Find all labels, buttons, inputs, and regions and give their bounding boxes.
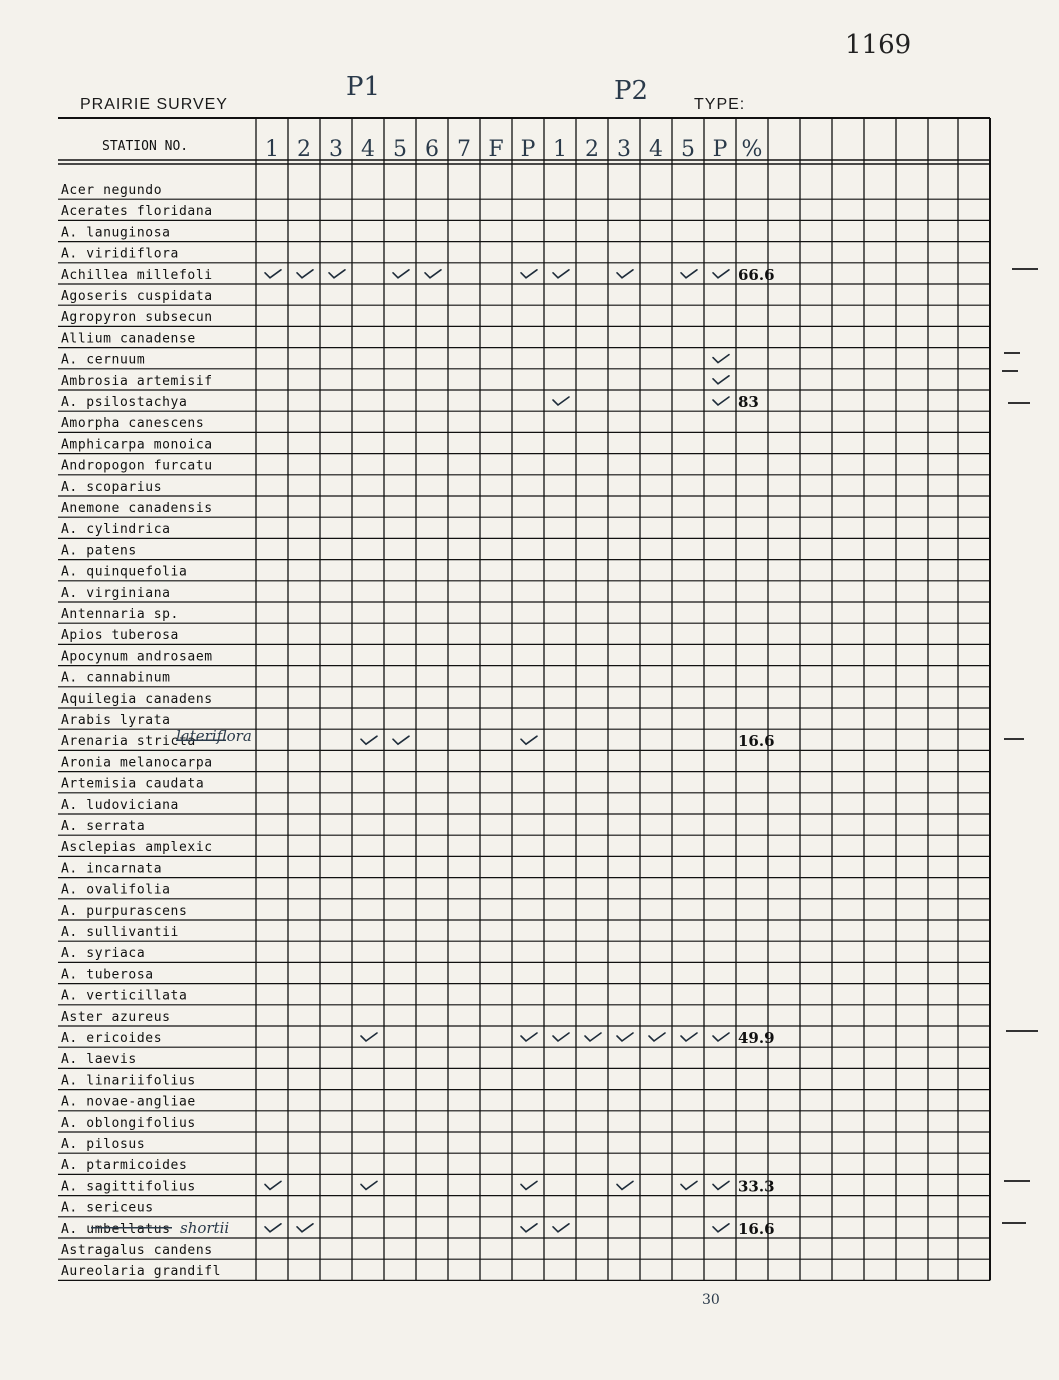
percent-value: 33.3 xyxy=(738,1177,775,1196)
species-name: A. cannabinum xyxy=(61,670,171,686)
species-name: A. pilosus xyxy=(61,1137,146,1152)
species-name: Aronia melanocarpa xyxy=(61,755,213,771)
column-header: 7 xyxy=(457,137,471,162)
species-name: Agropyron subsecun xyxy=(61,310,213,326)
check-mark xyxy=(617,270,633,278)
column-header: 6 xyxy=(425,137,439,162)
species-name: Artemisia caudata xyxy=(61,776,205,792)
check-mark xyxy=(713,376,729,384)
margin-mark xyxy=(1004,738,1024,740)
species-name: Andropogon furcatu xyxy=(61,458,213,474)
check-mark xyxy=(713,270,729,278)
species-name: Apocynum androsaem xyxy=(61,649,213,665)
species-name: A. sagittifolius xyxy=(61,1179,196,1195)
p2-label: P2 xyxy=(614,76,649,106)
margin-mark xyxy=(1004,1180,1030,1182)
check-mark xyxy=(585,1033,601,1041)
species-name: A. ericoides xyxy=(61,1031,163,1046)
check-mark xyxy=(425,270,441,278)
check-mark xyxy=(681,1033,697,1041)
check-mark xyxy=(713,355,729,363)
check-mark xyxy=(361,1181,377,1189)
species-name: Apios tuberosa xyxy=(61,628,179,644)
percent-value: 49.9 xyxy=(738,1029,775,1047)
check-mark xyxy=(265,1224,281,1232)
check-mark xyxy=(521,1033,537,1041)
check-mark xyxy=(361,1033,377,1041)
species-name: A. viridiflora xyxy=(61,246,179,262)
column-header: 3 xyxy=(617,137,631,162)
species-name: A. psilostachya xyxy=(61,395,188,410)
p1-label: P1 xyxy=(346,72,381,102)
percent-value: 16.6 xyxy=(738,1219,775,1238)
column-header: % xyxy=(741,137,763,162)
species-name: Acerates floridana xyxy=(61,204,213,220)
check-mark xyxy=(553,397,569,405)
check-mark xyxy=(681,1181,697,1189)
check-mark xyxy=(297,1224,313,1232)
species-name: Antennaria sp. xyxy=(61,607,179,622)
column-header: 5 xyxy=(681,137,695,162)
species-name: Amphicarpa monoica xyxy=(61,437,213,453)
check-mark xyxy=(297,270,313,278)
margin-mark xyxy=(1008,402,1030,404)
check-mark xyxy=(713,1224,729,1232)
species-name: Ambrosia artemisif xyxy=(61,373,213,389)
page-number: 1169 xyxy=(845,30,912,60)
species-name: Aster azureus xyxy=(61,1009,171,1025)
station-no-label: STATION NO. xyxy=(102,139,189,154)
column-header: F xyxy=(488,137,504,162)
species-name: A. ptarmicoides xyxy=(61,1158,188,1174)
column-header: 4 xyxy=(649,137,663,162)
column-header: 1 xyxy=(265,137,279,162)
check-mark xyxy=(265,1181,281,1189)
margin-mark xyxy=(1012,268,1038,270)
handwritten-annotation: lateriflora xyxy=(176,727,252,746)
check-mark xyxy=(329,270,345,278)
species-name: Astragalus candens xyxy=(61,1243,213,1258)
species-name: A. cylindrica xyxy=(61,522,171,538)
species-name: A. quinquefolia xyxy=(61,564,188,580)
check-mark xyxy=(713,1181,729,1189)
column-header: P xyxy=(712,137,728,162)
check-mark xyxy=(553,270,569,278)
species-name: Achillea millefoli xyxy=(61,267,213,283)
species-name: A. syriaca xyxy=(61,946,146,962)
species-name: Allium canadense xyxy=(61,331,196,347)
species-name: A. lanuginosa xyxy=(61,225,171,241)
species-name: A. sericeus xyxy=(61,1200,154,1216)
species-name: A. serrata xyxy=(61,819,146,834)
type-label: TYPE: xyxy=(694,96,746,113)
species-name: A. linariifolius xyxy=(61,1073,196,1089)
column-header: 5 xyxy=(393,137,407,162)
percent-value: 83 xyxy=(738,393,759,411)
check-mark xyxy=(553,1033,569,1041)
species-name: A. umbellatus xyxy=(61,1221,171,1237)
check-mark xyxy=(713,1033,729,1041)
column-header: 2 xyxy=(297,137,311,162)
species-name: A. sullivantii xyxy=(61,925,179,940)
species-name: A. verticillata xyxy=(61,988,188,1004)
species-name: Acer negundo xyxy=(61,183,163,198)
species-name: Amorpha canescens xyxy=(61,416,205,432)
margin-mark xyxy=(1002,370,1018,372)
check-mark xyxy=(617,1033,633,1041)
species-name: A. virginiana xyxy=(61,585,171,601)
species-name: A. tuberosa xyxy=(61,967,154,983)
column-header: P xyxy=(520,137,536,162)
check-mark xyxy=(361,736,377,744)
column-header: 4 xyxy=(361,137,375,162)
check-mark xyxy=(521,1181,537,1189)
check-mark xyxy=(521,1224,537,1232)
bottom-note: 30 xyxy=(702,1292,720,1308)
species-name: Anemone canadensis xyxy=(61,501,213,516)
check-mark xyxy=(393,270,409,278)
species-name: A. laevis xyxy=(61,1052,137,1068)
check-mark xyxy=(521,270,537,278)
handwritten-annotation: shortii xyxy=(180,1218,230,1237)
margin-mark xyxy=(1006,1030,1038,1032)
check-mark xyxy=(521,736,537,744)
species-name: Asclepias amplexic xyxy=(61,840,213,856)
species-name: A. scoparius xyxy=(61,479,163,495)
species-name: A. purpurascens xyxy=(61,903,188,919)
species-name: Aureolaria grandifl xyxy=(61,1264,222,1280)
species-name: Aquilegia canadens xyxy=(61,691,213,707)
check-mark xyxy=(713,397,729,405)
species-name: Agoseris cuspidata xyxy=(61,289,213,304)
check-mark xyxy=(265,270,281,278)
column-header: 2 xyxy=(585,137,599,162)
species-name: A. cernuum xyxy=(61,352,146,368)
species-name: A. ludoviciana xyxy=(61,797,179,813)
check-mark xyxy=(649,1033,665,1041)
percent-value: 16.6 xyxy=(738,732,775,751)
check-mark xyxy=(553,1224,569,1232)
survey-title: PRAIRIE SURVEY xyxy=(80,96,228,113)
margin-mark xyxy=(1004,352,1020,354)
column-header: 1 xyxy=(553,137,567,162)
species-name: Arenaria stricta xyxy=(61,734,196,750)
margin-mark xyxy=(1002,1222,1026,1224)
check-mark xyxy=(681,270,697,278)
species-name: A. patens xyxy=(61,543,137,559)
species-name: A. oblongifolius xyxy=(61,1115,196,1131)
check-mark xyxy=(393,736,409,744)
check-mark xyxy=(617,1181,633,1189)
percent-value: 66.6 xyxy=(738,265,775,284)
column-header: 3 xyxy=(329,137,343,162)
species-name: A. incarnata xyxy=(61,861,163,877)
species-name: Arabis lyrata xyxy=(61,713,171,728)
species-name: A. ovalifolia xyxy=(61,882,171,898)
species-name: A. novae-angliae xyxy=(61,1094,196,1110)
